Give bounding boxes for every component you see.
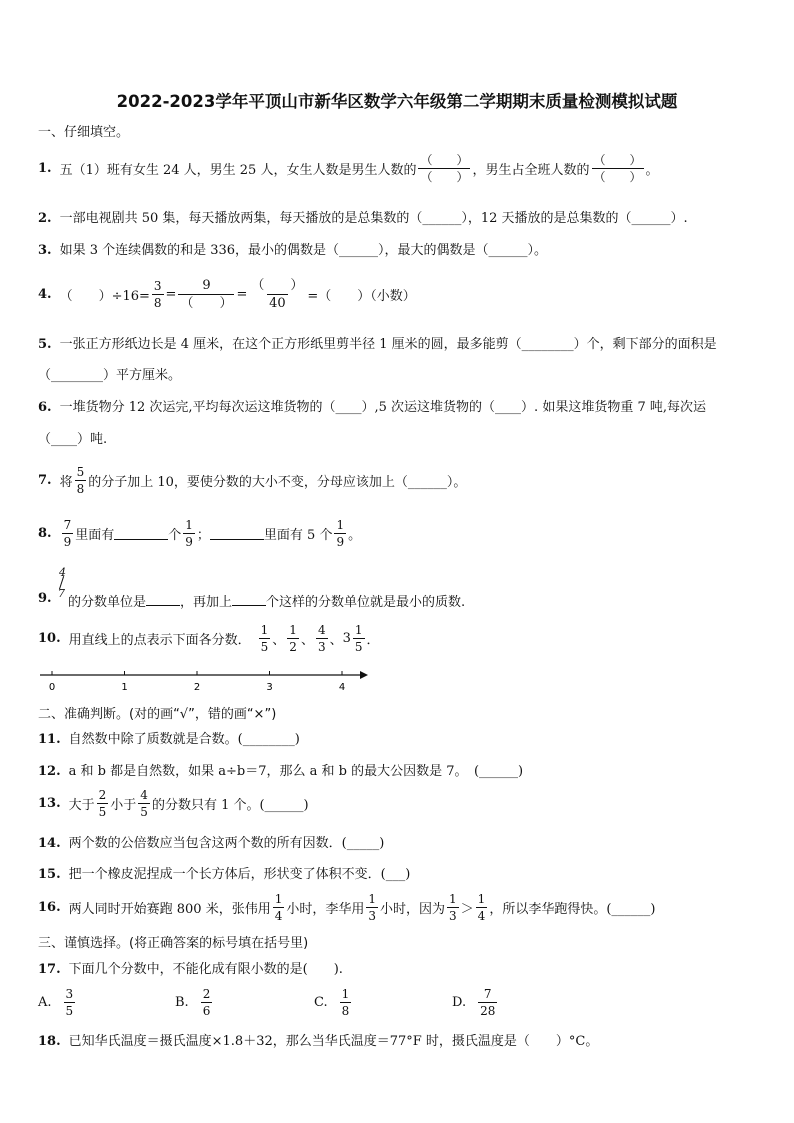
section-heading-3: 三、谨慎选择。(将正确答案的标号填在括号里) <box>38 936 309 951</box>
answer-blank-2[interactable] <box>210 527 264 540</box>
fraction-1-3-b: $\frac{1}{3}$ <box>449 891 457 923</box>
question-14: 14. 两个数的公倍数应当包含这两个数的所有因数．(_____) <box>38 836 385 851</box>
fraction-5-8: $\frac{5}{8}$ <box>76 464 85 496</box>
fraction-1-3: $\frac{1}{3}$ <box>368 891 376 923</box>
question-15: 15. 把一个橡皮泥捏成一个长方体后，形状变了体积不变．(___) <box>38 867 411 882</box>
question-5: 5. 一张正方形纸边长是 4 厘米，在这个正方形纸里剪半径 1 厘米的圆，最多能剪（________）个，剩下部分的面积是 <box>38 337 717 352</box>
answer-blank-4[interactable] <box>232 593 266 606</box>
tick-label: 2 <box>193 682 201 693</box>
tick-label: 4 <box>338 682 346 693</box>
question-6: 6. 一堆货物分 12 次运完,平均每次运这堆货物的（____）,5 次运这堆货物的（____）. 如果这堆货物重 7 吨,每次运 <box>38 400 706 415</box>
question-10: 10. 用直线上的点表示下面各分数． $\frac{1}{5}$ 、 $\frac{1}{2}$ 、 $\frac{4}{3}$ 、 3 $\frac{1}{5}$ ． <box>38 622 380 654</box>
question-18: 18. 已知华氏温度＝摄氏温度×1.8＋32，那么当华氏温度＝77°F 时，摄氏温度是（ ）°C。 <box>38 1034 599 1049</box>
question-11: 11. 自然数中除了质数就是合数。(________) <box>38 732 300 747</box>
option-d[interactable]: D. $\frac{7}{28}$ <box>452 986 496 1018</box>
question-4: 4. （ ）÷16= $\frac{3}{8}$ = $\frac{9}{( )}$ = $\frac{( )}{40}$ =（ ）（小数） <box>38 277 416 311</box>
tick-label: 1 <box>121 682 128 693</box>
fraction-1-5: $\frac{1}{5}$ <box>260 622 269 654</box>
question-13: 13. 大于 $\frac{2}{5}$ 小于 $\frac{4}{5}$ 的分数只有 1 个。(______) <box>38 787 309 819</box>
answer-fraction-2[interactable]: $\frac{( )}{( )}$ <box>593 152 642 184</box>
answer-blank-3[interactable] <box>146 593 180 606</box>
question-16: 16. 两人同时开始赛跑 800 米，张伟用 $\frac{1}{4}$ 小时，李华用 $\frac{1}{3}$ 小时，因为 $\frac{1}{3}$ ＞ $\frac{1}{4}$ ，所以李华跑得快。(______) <box>38 891 656 923</box>
mixed-whole-3: 3 <box>342 630 351 646</box>
question-7: 7. 将 $\frac{5}{8}$ 的分子加上 10，要使分数的大小不变，分母应该加上（______）。 <box>38 464 467 496</box>
section-heading-2: 二、准确判断。(对的画“√”，错的画“×”) <box>38 707 277 722</box>
answer-fraction-1[interactable]: $\frac{( )}{( )}$ <box>420 152 469 184</box>
question-5-line-2: （________）平方厘米。 <box>38 368 182 383</box>
fraction-blank-40: $\frac{( )}{40}$ <box>251 277 304 311</box>
fraction-1-2: $\frac{1}{2}$ <box>289 622 297 654</box>
fraction-1-4: $\frac{1}{4}$ <box>274 891 283 923</box>
page-title: 2022-2023学年平顶山市新华区数学六年级第二学期期末质量检测模拟试题 <box>116 92 678 111</box>
question-8: 8. $\frac{7}{9}$ 里面有 个 $\frac{1}{9}$ ； 里面有 5 个 $\frac{1}{9}$ 。 <box>38 517 362 549</box>
option-b[interactable]: B. $\frac{2}{6}$ <box>175 986 211 1018</box>
option-a[interactable]: A. $\frac{3}{5}$ <box>38 986 74 1018</box>
fraction-4-7: 4 7 <box>58 566 66 600</box>
fraction-1-9: $\frac{1}{9}$ <box>185 517 193 549</box>
fraction-4-3: $\frac{4}{3}$ <box>317 622 326 654</box>
tick-label: 0 <box>48 682 56 693</box>
fraction-9-blank: $\frac{9}{( )}$ <box>180 277 233 311</box>
section-heading-1: 一、仔细填空。 <box>38 125 130 140</box>
fraction-7-9: $\frac{7}{9}$ <box>63 517 72 549</box>
fraction-4-5: $\frac{4}{5}$ <box>140 787 148 819</box>
question-17: 17. 下面几个分数中，不能化成有限小数的是( ). <box>38 962 343 977</box>
number-line-arrow <box>360 671 368 679</box>
question-3: 3. 如果 3 个连续偶数的和是 336，最小的偶数是（______），最大的偶数是（______）。 <box>38 243 548 258</box>
fraction-3-8: $\frac{3}{8}$ <box>153 278 162 310</box>
question-2: 2. 一部电视剧共 50 集，每天播放两集，每天播放的是总集数的（______），12 天播放的是总集数的（______）. <box>38 211 688 226</box>
fraction-1-4-b: $\frac{1}{4}$ <box>477 891 486 923</box>
tick-label: 3 <box>266 682 273 693</box>
question-6-line-2: （____）吨. <box>38 432 108 447</box>
option-c[interactable]: C. $\frac{1}{8}$ <box>314 986 350 1018</box>
question-1: 1. 五（1）班有女生 24 人，男生 25 人，女生人数是男生人数的 $\frac{( )}{( )}$ ，男生占全班人数的 $\frac{( )}{( )}$ 。 <box>38 152 659 184</box>
question-12: 12. a 和 b 都是自然数，如果 a÷b＝7，那么 a 和 b 的最大公因数是 7。 (______) <box>38 764 524 779</box>
fraction-1-5-mixed: $\frac{1}{5}$ <box>354 622 363 654</box>
fraction-1-9-b: $\frac{1}{9}$ <box>336 517 345 549</box>
fraction-2-5: $\frac{2}{5}$ <box>98 787 107 819</box>
answer-blank-1[interactable] <box>114 527 168 540</box>
number-line[interactable] <box>38 666 370 694</box>
